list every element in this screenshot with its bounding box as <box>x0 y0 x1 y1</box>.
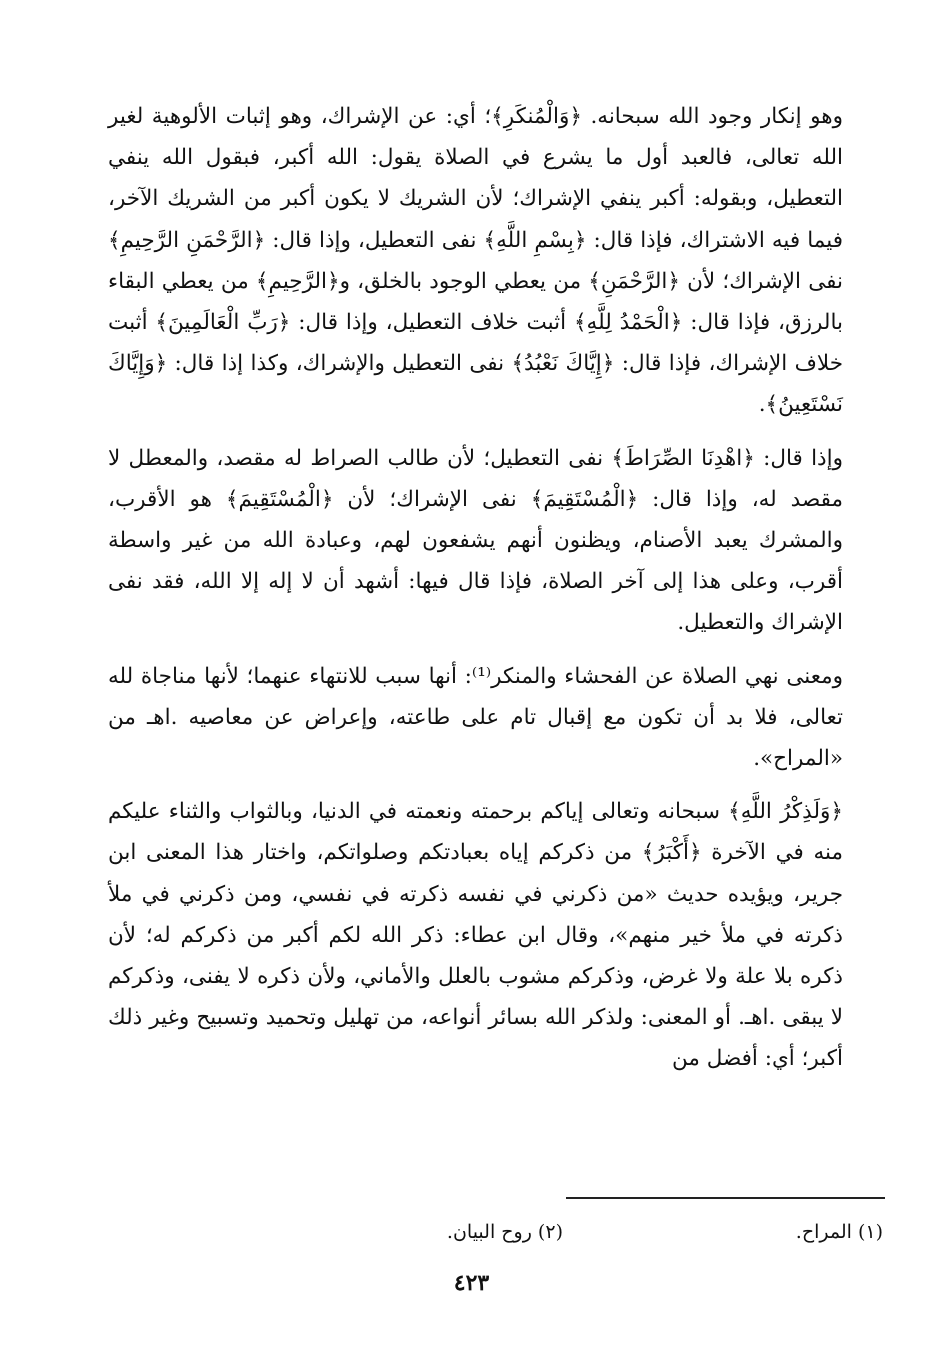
footnote-2: (٢) روح البيان. <box>446 1221 563 1243</box>
page-number: ٤٢٣ <box>453 1270 490 1296</box>
footnote-1: (١) المراح. <box>795 1221 883 1243</box>
footnotes <box>330 1218 883 1248</box>
paragraph-4: ﴿وَلَذِكْرُ اللَّهِ﴾ سبحانه وتعالى إياكم برحمته ونعمته في الدنيا، وبالثواب والثناء عليكم منه في الآخرة ﴿أَكْبَرُ﴾ من ذكركم إياه بعبادتكم وصلواتكم، واختار هذا المعنى ابن جرير، ويؤيده حديث «من ذكرني في نفسه ذكرته في نفسي، ومن ذكرني في ملأ ذكرته في ملأ خير منهم»، وقال ابن عطاء: ذكر الله لكم أكبر من ذكركم له؛ لأن ذكره بلا علة ولا غرض، وذكركم مشوب بالعلل والأماني، ولأن ذكره لا يفنى، وذكركم لا يبقى .اهـ. أو المعنى: ولذكر الله بسائر أنواعه، من تهليل وتحميد وتسبيح وغير ذلك أكبر؛ أي: أفضل من <box>108 799 843 1072</box>
paragraph-3: ومعنى نهي الصلاة عن الفحشاء والمنكر⁽¹⁾: أنها سبب للانتهاء عنهما؛ لأنها مناجاة لله تعالى، فلا بد أن تكون مع إقبال تام على طاعته، وإعراض عن معاصيه .اهـ من «المراح». <box>108 663 844 772</box>
main-text <box>108 96 843 1080</box>
paragraph-1: وهو إنكار وجود الله سبحانه. ﴿وَالْمُنكَرِ﴾؛ أي: عن الإشراك، وهو إثبات الألوهية لغير الله تعالى، فالعبد أول ما يشرع في الصلاة يقول: الله أكبر، فبقول الله ينفي التعطيل، وبقوله: أكبر ينفي الإشراك؛ لأن الشريك لا يكون أكبر من الشريك الآخر، فيما فيه الاشتراك، فإذا قال: ﴿بِسْمِ اللَّهِ﴾ نفى التعطيل، وإذا قال: ﴿الرَّحْمَنِ الرَّحِيمِ﴾ نفى الإشراك؛ لأن ﴿الرَّحْمَنِ﴾ من يعطي الوجود بالخلق، و﴿الرَّحِيمِ﴾ من يعطي البقاء بالرزق، فإذا قال: ﴿الْحَمْدُ لِلَّهِ﴾ أثبت خلاف التعطيل، وإذا قال: ﴿رَبِّ الْعَالَمِينَ﴾ أثبت خلاف الإشراك، فإذا قال: ﴿إِيَّاكَ نَعْبُدُ﴾ نفى التعطيل والإشراك، وكذا إذا قال: ﴿وَإِيَّاكَ نَسْتَعِينُ﴾. <box>108 104 843 418</box>
footnote-divider <box>566 1197 885 1199</box>
paragraph-2: وإذا قال: ﴿اهْدِنَا الصِّرَاطَ﴾ نفى التعطيل؛ لأن طالب الصراط له مقصد، والمعطل لا مقصد له، وإذا قال: ﴿الْمُسْتَقِيمَ﴾ نفى الإشراك؛ لأن ﴿الْمُسْتَقِيمَ﴾ هو الأقرب، والمشرك يعبد الأصنام، ويظنون أنهم يشفعون لهم، وعبادة الله من غير واسطة أقرب، وعلى هذا إلى آخر الصلاة، فإذا قال فيها: أشهد أن لا إله إلا الله، فقد نفى الإشراك والتعطيل. <box>108 445 843 636</box>
